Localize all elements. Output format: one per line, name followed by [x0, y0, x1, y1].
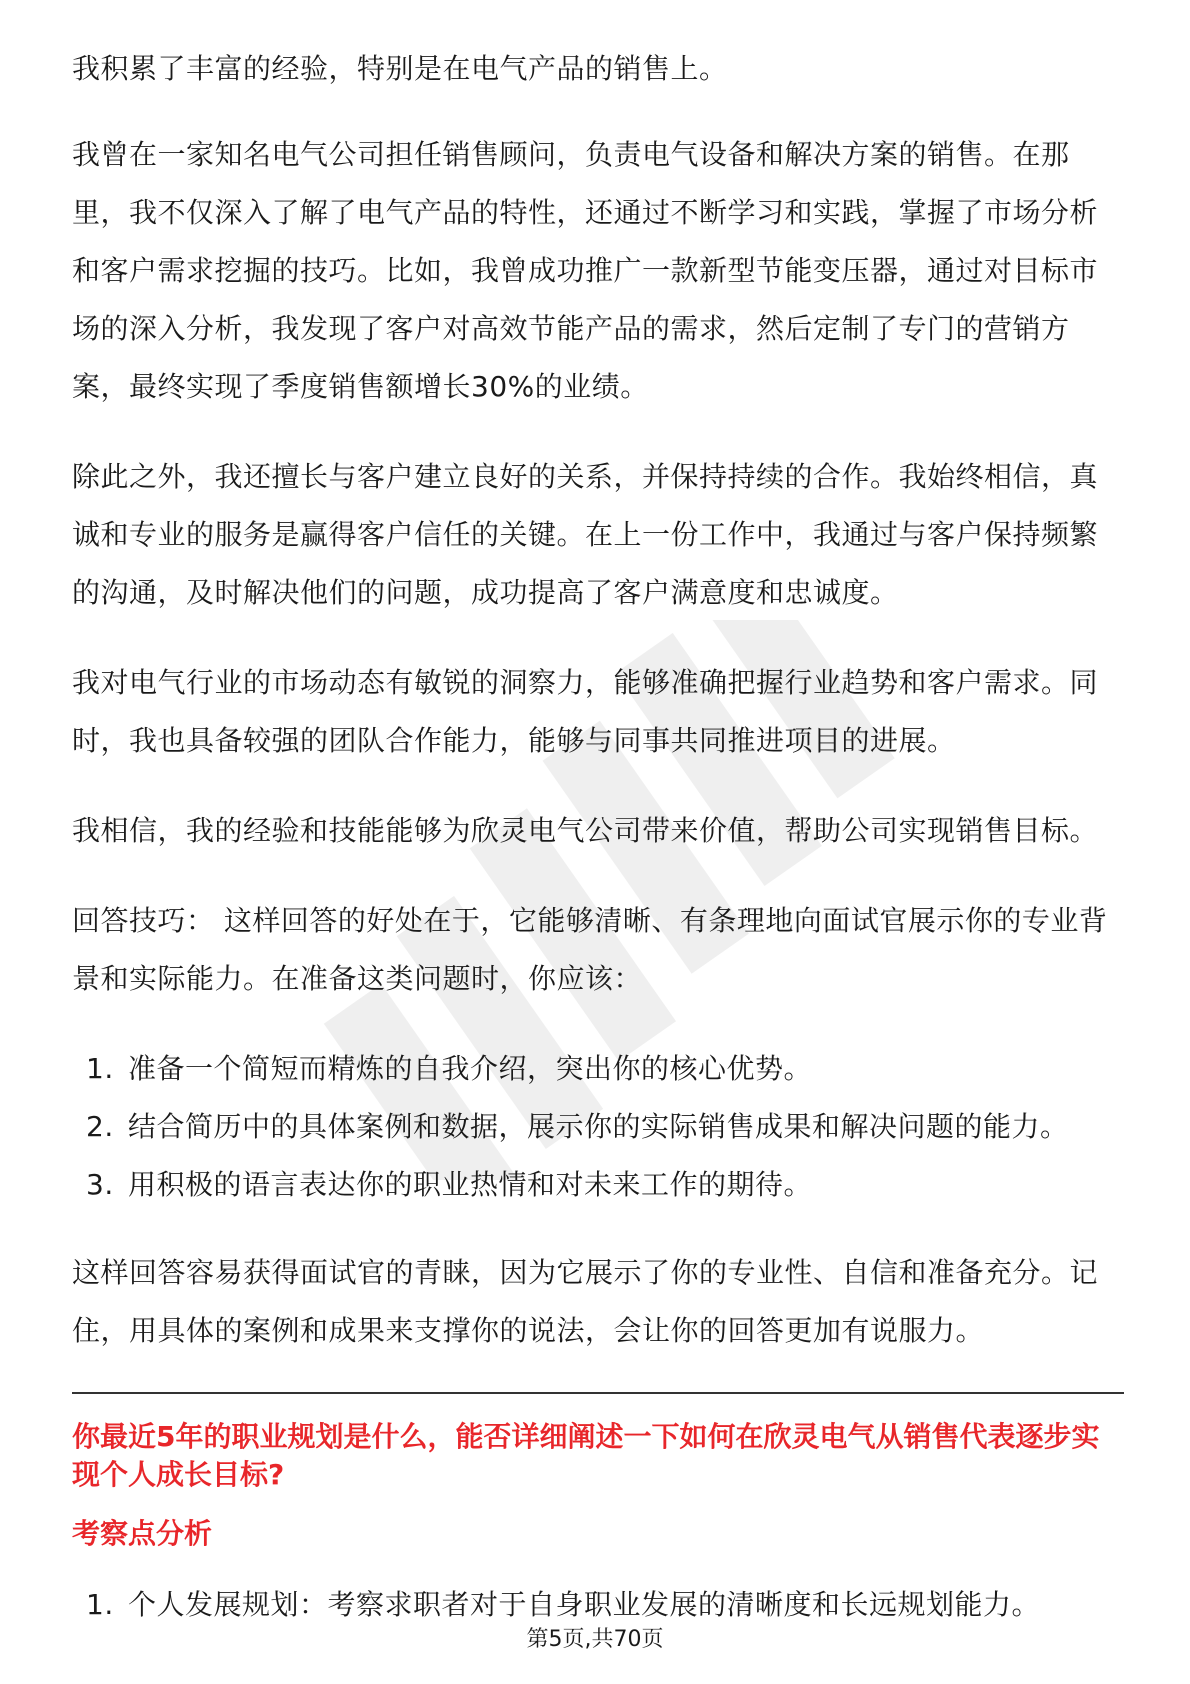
section-divider [72, 1392, 1124, 1394]
paragraph-market-insight: 我对电气行业的市场动态有敏锐的洞察力，能够准确把握行业趋势和客户需求。同时，我也具备较强的团队合作能力，能够与同事共同推进项目的进展。 [72, 666, 1099, 757]
tips-list [72, 1040, 1124, 1214]
document-page [72, 40, 1124, 1634]
list-item: 1. 准备一个简短而精炼的自我介绍，突出你的核心优势。 [86, 1052, 813, 1085]
analysis-heading: 考察点分析 [72, 1517, 213, 1550]
paragraph-experience: 我积累了丰富的经验，特别是在电气产品的销售上。 [72, 52, 728, 85]
question-heading: 你最近5年的职业规划是什么，能否详细阐述一下如何在欣灵电气从销售代表逐步实现个人成长目标? [72, 1420, 1100, 1491]
paragraph-customer-relations: 除此之外，我还擅长与客户建立良好的关系，并保持持续的合作。我始终相信，真诚和专业的服务是赢得客户信任的关键。在上一份工作中，我通过与客户保持频繁的沟通，及时解决他们的问题，成功提高了客户满意度和忠诚度。 [72, 460, 1099, 609]
paragraph-sales-consultant: 我曾在一家知名电气公司担任销售顾问，负责电气设备和解决方案的销售。在那里，我不仅深入了解了电气产品的特性，还通过不断学习和实践，掌握了市场分析和客户需求挖掘的技巧。比如，我曾成功推广一款新型节能变压器，通过对目标市场的深入分析，我发现了客户对高效节能产品的需求，然后定制了专门的营销方案，最终实现了季度销售额增长30%的业绩。 [72, 138, 1099, 403]
list-item: 2. 结合简历中的具体案例和数据，展示你的实际销售成果和解决问题的能力。 [86, 1110, 1069, 1143]
paragraph-closing: 这样回答容易获得面试官的青睐，因为它展示了你的专业性、自信和准备充分。记住，用具体的案例和成果来支撑你的说法，会让你的回答更加有说服力。 [72, 1256, 1099, 1347]
page-footer: 第5页,共70页 [526, 1627, 664, 1652]
list-item: 3. 用积极的语言表达你的职业热情和对未来工作的期待。 [86, 1168, 813, 1201]
list-item: 1. 个人发展规划：考察求职者对于自身职业发展的清晰度和长远规划能力。 [86, 1588, 1041, 1621]
paragraph-answer-tips: 回答技巧： 这样回答的好处在于，它能够清晰、有条理地向面试官展示你的专业背景和实际能力。在准备这类问题时，你应该： [72, 904, 1108, 995]
paragraph-value: 我相信，我的经验和技能能够为欣灵电气公司带来价值，帮助公司实现销售目标。 [72, 814, 1099, 847]
